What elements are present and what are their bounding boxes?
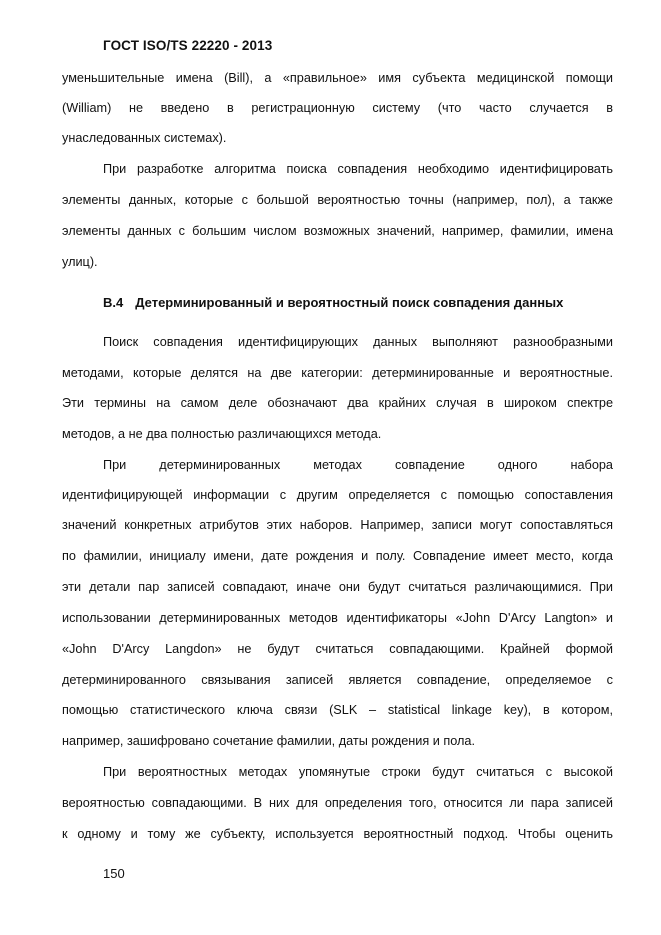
section-number: В.4 <box>103 295 124 310</box>
text-line: значений конкретных атрибутов этих наборов. Например, записи могут сопоставляться <box>62 518 613 532</box>
section-title: Детерминированный и вероятностный поиск совпадения данных <box>135 295 564 310</box>
text-line: Поиск совпадения идентифицирующих данных выполняют разнообразными <box>103 335 613 349</box>
text-line: элементы данных, которые с большой вероятностью точны (например, пол), а также <box>62 193 613 207</box>
text-line: При вероятностных методах упомянутые строки будут считаться с высокой <box>103 765 613 779</box>
text-line: помощью статистического ключа связи (SLK – statistical linkage key), в котором, <box>62 703 613 717</box>
text-line: вероятностью совпадающими. В них для определения того, относится ли пара записей <box>62 796 613 810</box>
page-number: 150 <box>103 866 125 881</box>
text-line: методами, которые делятся на две категории: детерминированные и вероятностные. <box>62 366 613 380</box>
text-line: идентифицирующей информации с другим определяется с помощью сопоставления <box>62 488 613 502</box>
text-line: унаследованных системах). <box>62 131 227 145</box>
text-line: уменьшительные имена (Bill), а «правильное» имя субъекта медицинской помощи <box>62 71 613 85</box>
text-line: «John D'Arcy Langdon» не будут считаться совпадающими. Крайней формой <box>62 642 613 656</box>
page-header: ГОСТ ISO/TS 22220 - 2013 <box>103 38 273 53</box>
text-line: методов, а не два полностью различающихся метода. <box>62 427 382 441</box>
section-heading <box>103 295 563 310</box>
text-line: эти детали пар записей совпадают, иначе они будут считаться различающимися. При <box>62 580 613 594</box>
text-line: по фамилии, инициалу имени, дате рождения и полу. Совпадение имеет место, когда <box>62 549 613 563</box>
text-line: При детерминированных методах совпадение одного набора <box>103 458 613 472</box>
text-line: Эти термины на самом деле обозначают два крайних случая в широком спектре <box>62 396 613 410</box>
text-line: использовании детерминированных методов идентификаторы «John D'Arcy Langton» и <box>62 611 613 625</box>
text-line: например, зашифровано сочетание фамилии, даты рождения и пола. <box>62 734 476 748</box>
text-line: элементы данных с большим числом возможных значений, например, фамилии, имена <box>62 224 613 238</box>
text-line: (William) не введено в регистрационную систему (что часто случается в <box>62 101 613 115</box>
text-line: улиц). <box>62 255 98 269</box>
text-line: При разработке алгоритма поиска совпадения необходимо идентифицировать <box>103 162 613 176</box>
text-line: детерминированного связывания записей является совпадение, определяемое с <box>62 673 613 687</box>
text-line: к одному и тому же субъекту, используется вероятностный подход. Чтобы оценить <box>62 827 613 841</box>
